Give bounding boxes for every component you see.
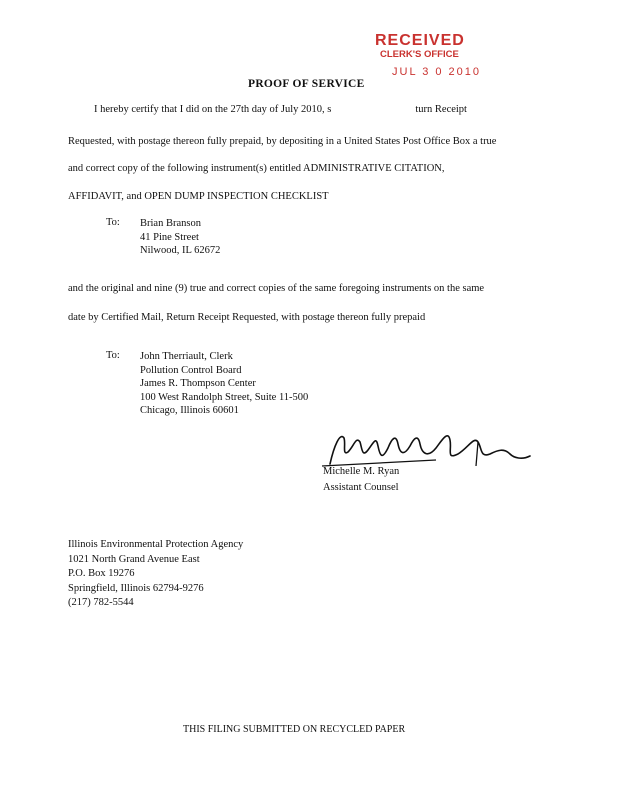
body-line-2: Requested, with postage thereon fully prepaid, by depositing in a United States Post Office Box a true [68, 136, 497, 147]
body-line-6: date by Certified Mail, Return Receipt Requested, with postage thereon fully prepaid [68, 312, 426, 323]
address-line: Nilwood, IL 62672 [140, 245, 221, 256]
agency-line: (217) 782-5544 [68, 597, 134, 608]
received-stamp: RECEIVED [375, 32, 465, 49]
body-line-3: and correct copy of the following instrument(s) entitled ADMINISTRATIVE CITATION, [68, 163, 445, 174]
address-line: Chicago, Illinois 60601 [140, 405, 239, 416]
body-line-5: and the original and nine (9) true and correct copies of the same foregoing instruments on the same [68, 283, 485, 294]
recipient-1-address [140, 217, 220, 258]
signer-title: Assistant Counsel [323, 482, 399, 493]
stamp-date: JUL 3 0 2010 [392, 66, 482, 78]
recycled-paper-footer: THIS FILING SUBMITTED ON RECYCLED PAPER [183, 724, 406, 735]
body-line-4: AFFIDAVIT, and OPEN DUMP INSPECTION CHECKLIST [68, 191, 329, 202]
agency-line: Springfield, Illinois 62794-9276 [68, 582, 204, 594]
clerks-office-stamp: CLERK'S OFFICE [380, 49, 459, 60]
body-line-1: I hereby certify that I did on the 27th day of July 2010, s turn Receipt [94, 104, 467, 115]
to-label-recipient-2: To: [106, 350, 120, 361]
agency-address-block [68, 538, 243, 611]
address-line: 41 Pine Street [140, 231, 199, 243]
to-label-recipient-1: To: [106, 217, 120, 228]
agency-line: Illinois Environmental Protection Agency [68, 539, 244, 550]
address-line: Pollution Control Board [140, 364, 242, 376]
agency-line: P.O. Box 19276 [68, 568, 135, 579]
recipient-2-address [140, 350, 308, 418]
signature-block [323, 464, 399, 496]
address-line: 100 West Randolph Street, Suite 11-500 [140, 391, 309, 403]
address-line: Brian Branson [140, 218, 201, 229]
address-line: James R. Thompson Center [140, 378, 256, 389]
agency-line: 1021 North Grand Avenue East [68, 553, 200, 565]
address-line: John Therriault, Clerk [140, 351, 233, 362]
document-title: PROOF OF SERVICE [248, 78, 365, 90]
signer-name: Michelle M. Ryan [323, 466, 400, 477]
